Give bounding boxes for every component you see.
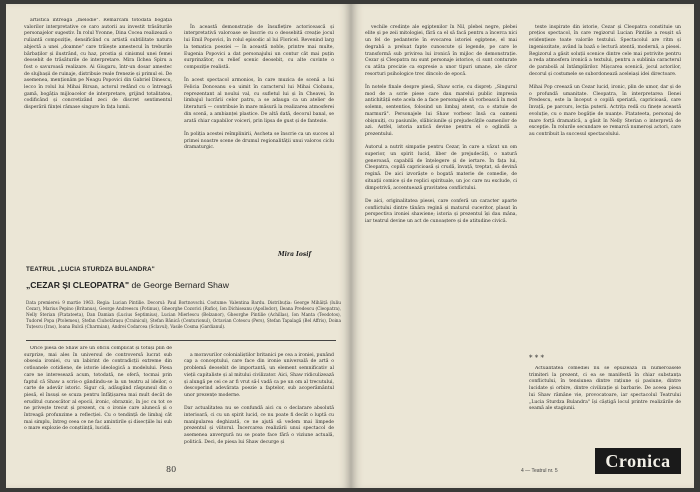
right-column-2	[529, 18, 681, 338]
page-number-left: 80	[166, 465, 177, 474]
divider	[26, 340, 336, 341]
left-column-4	[184, 346, 334, 458]
left-column-1	[24, 18, 172, 208]
article-text: În această demonstrație de însuflețire actoricească și interpretativă valoroase se înscrie cu o deosebită creație jocul lui Emil Popovici, în rolul episodic al lui Floricel. Revenind larg la tematica poeziei — în această noble, printre mai multe, Eugenia Popovici a dat personajului un contur cât mai puțin surprinzător, cu relief scenic deosebit, cu alte cuvinte o compoziție realistă. În acest spectacol armonios, în care muzica de scenă a lui Felicia Donceanu s-a uimit în caracterul lui Mihai Ciobanu, reprezentant al noului val, cu sufletul lui și în Cheavei, în limbajul lucrării celor patru, a se adauga ca un atelier de literatură — contribuie în mare măsură la realizarea atmosferei din scenă, a ambianței plastice. De altă dată, decorul banal, se arată chiar capabilor voiceri, prin lipsa de gust și de fantezie. În poliția acestei reîmplinirii, Ascheta se înscrie ca un succes al primei noastre scene de drumul regionalității unui valoros ciclu dramaturgic.	[184, 24, 334, 151]
section-separator: * * *	[529, 354, 544, 362]
article-text: artistică întreaga „melodie". Remarcăm totodată bogăția valorilor interpretative ce caro autorii au investit trăsăturile personajelor sugestiv. În rolul Yvonne, Dina Cocea realizează o ruliantă compoziție, densificând cu artistă subtilitate natura abjectă a unei „doamne" care trăiește amestecul în treburile bărbaților și ilustrând, cu haz, prostia și cinismul unei femei deosebit de trăsăturile de interpretare. Mira Ilchea Spiru a fost o savuroasă realizare. Ai Giugaru, într-un dosar amestec de slujbașii de ruinaje, distribuie reale frenezie și primul ei. De asemenea, menționăm pe Neagu Popovici din Gabriel Dinescu, lecco în rolul lui Mihai Birsan, actorul redând cu o întreagă gamă, bogăția mijloacelor de interpretare, grijind totalitatea, codificând și concretizând zeci de discret sentimentul disperării ființei rămase singure în fața lumii.	[24, 18, 172, 111]
cast-credits: Data premierei: 9 martie 1963. Regia: Lucian Pintilie. Decorul: Paul Bortnovschi. Costume: Valentina Bardu. Distribuția: George Mihăiță (Iuliu Cezar), Marius Pepino (Britanus), George Andreescu (Potinus), Gheorghe Cozorici (Rufio), Ion Dichiseanu (Apollodor), Ileana Predescu (Cleopatra), Nelly Sterian (Ftatateeta), Dan Damian (Lucius Septimius), Lucian Mierlescu (Belzanor), Gheorghe Pintilie (Achillas), Ion Manta (Teodotos), Tudorel Popa (Ptolemeu), Ștefan Ciubotărașu (Crainicul), Ștefan Bănică (Centurionul), Octavian Cotescu (Pers), Ștefan Tapalagă (Bel Affris), Doina Tuțescu (Iras), Ioana Bulcă (Charmian), Andrei Codarcea (Sclavul), Vasile Cosma (Gardianul).	[26, 300, 341, 329]
article-text: vechile credințe ale egiptenilor în Nil, plebei negre, plebei elite și pe zeii mitologiei, fără ca el să facă pentru a încerca nici un fel de pedanterie în evocarea istoriei egiptene, el mai degrabă a preluat fapte cunoscute și legende, pe care le transformă sub privirea lui ironică în mijloc de demonstrație. Cezar și Cleopatra nu sunt personaje istorice, ci sunt conturate cu atâta precizie ca expresie a unor tipuri umane, ale căror resorturi psihologice trec dincolo de epocă. În notele finale despre piesă, Shaw scrie, cu dispreț: „Singurul mod de a scrie piese care dau marelui public impresia antichității este acela de a face personajele să vorbească în mod solemn, sententios, folosind un limbaj atent, ca o statuie de marmură". Personajele lui Shaw vorbesc însă ca oameni obișnuiți, cu pasiunile, slăbiciunile și prejudecățile oamenilor de azi. Astfel, istoria antică devine pentru el o oglindă a prezentului. Autorul a nutrit simpatie pentru Cezar, în care a văzut un om superior, un spirit lucid, liber de prejudecăți, o natură generoasă, capabilă de înțelegere și de iertare. În fața lui, Cleopatra, copilă capricioasă și crudă, învață, treptat, să devină regină. De aici izvorăște o bogată materie de comedie, de situații comice și de replici spirituale, un joc care nu exclude, ci dimpotrivă, accentuează gravitatea conflictului. De aici, originalitatea piesei, care conferă un caracter aparte conflictului dintre tânăra regină și maturul cuceritor, plasat în perspectiva ironiei shawiene; istoria și prezentul își dau mâna, iar teatrul devine un act de cunoaștere și de atitudine civică.	[365, 24, 517, 225]
right-page	[351, 4, 694, 488]
left-column-2	[184, 18, 334, 254]
author-signature: Mira Iosif	[278, 251, 312, 258]
cronica-banner: Cronica	[595, 448, 681, 474]
review-title	[26, 280, 229, 290]
play-title: „CEZAR ȘI CLEOPATRA"	[26, 280, 130, 290]
right-column-2-bottom	[529, 366, 681, 444]
left-column-3	[24, 346, 172, 458]
theatre-name: TEATRUL „LUCIA STURDZA BULANDRA"	[26, 266, 155, 273]
article-text: Actualitatea comediei nu se epuizează în numeroasele trimiteri la prezent, ci ea se manifestă în chiar substanța conflictului, în tensiunea dintre rațiune și pasiune, dintre lucidate și orbire, dintre civilizație și barbarie. De aceea piesa lui Shaw rămâne vie, provocatoare, iar spectacolul Teatrului „Lucia Sturdza Bulandra" își câștigă locul printre realizările de seamă ale stagiunii.	[529, 366, 681, 412]
play-author: de George Bernard Shaw	[131, 280, 229, 290]
article-text: Orice piesă de Shaw are un oficiu complicat și totuși plin de surprize, mai ales în universul de controversă lucrat sub obsesia ironiei, cu un labirint de contradicții extreme din cotloanele cotidiene, de istorie ideologică a modelului. Piesa care ne interesează acum, totodată, ne oferă, tocmai prin faptul că Shaw a scris-o gândindu-se la un teatru al ideilor, o carte de adevăr istoric. Sigur că, adăugând răspunsul din o piesă, el însuși se scuza pentru înfățișarea mai mult decât de eruditul cunoscător al epocii, ironic, obraznic, în joc cu tot ce ne privește trecut și prezent, cu o ironie care alunecă și o întreagă profunzime a reflecției. Cu o tendință de limbaj cât mai simplu, întreg ceea ce ne fac amintirile și disecțiile lui sub o mare explozie de conștiință, lucidă.	[24, 346, 172, 432]
right-column-1	[365, 18, 517, 458]
open-magazine	[6, 4, 694, 488]
article-text: a moravurilor colonialiștilor britanici pe cea a ironiei, punând cap a conceptului, care face din ironie universală de artă o problemă deosebit de importantă, un element semnificativ al vieții capitaliste și al mitului civilizator. Aici, Shaw ridiculizează și alungă pe cei ce ar fi vrut să-l vadă ca pe un om al trecutului, descoperind adevărata poezie a faptelor, sub acoperământul unor prezențe moderne. Dar actualitatea nu se confundă aici cu o declarare absolută interioară, ci cu un spirit lucid, ce nu poate fi decât o luptă cu manipularea deghizată, ce ne ajută să vedem mai limpede prezentul și viitorul. Încercarea realizării unui spectacol de asemenea anvergură nu se poate face fără o viziune actuală, politică. Deci, de piesa lui Shaw decurge și	[184, 352, 334, 445]
left-page	[6, 4, 351, 488]
article-text: texte inspirate din istorie, Cezar și Cleopatra constituie un prețios spectacol, în care regizorul Lucian Pintilie a reușit să evidențieze toate valorile textului. Spectacolul are ritm și ingeniozitate, având la bază o lectură atentă, modernă, a piesei. Regizorul a găsit soluții scenice dintre cele mai potrivite pentru a reda atmosfera ironică a textului, pentru a sublinia caracterul de parabolă al întâmplărilor. Mișcarea scenică, jocul actorilor, decorul și costumele se subordonează aceleiași idei directoare. Mihai Pop creează un Cezar lucid, ironic, plin de umor, dar și de o profundă umanitate. Cleopatra, în interpretarea Ilenei Predescu, este la început o copilă speriată, capricioasă, care învață, pe parcurs, lecția puterii. Actrița redă cu finețe această evoluție, cu o mare bogăție de nuanțe. Ftatateeta, personaj de mare forță dramatică, a găsit în Nelly Sterian o interpretă de excepție. În rolurile secundare se remarcă numeroși actori, care au contribuit la succesul spectacolului.	[529, 24, 681, 137]
issue-footer: 4 — Teatrul nr. 5	[521, 468, 558, 474]
